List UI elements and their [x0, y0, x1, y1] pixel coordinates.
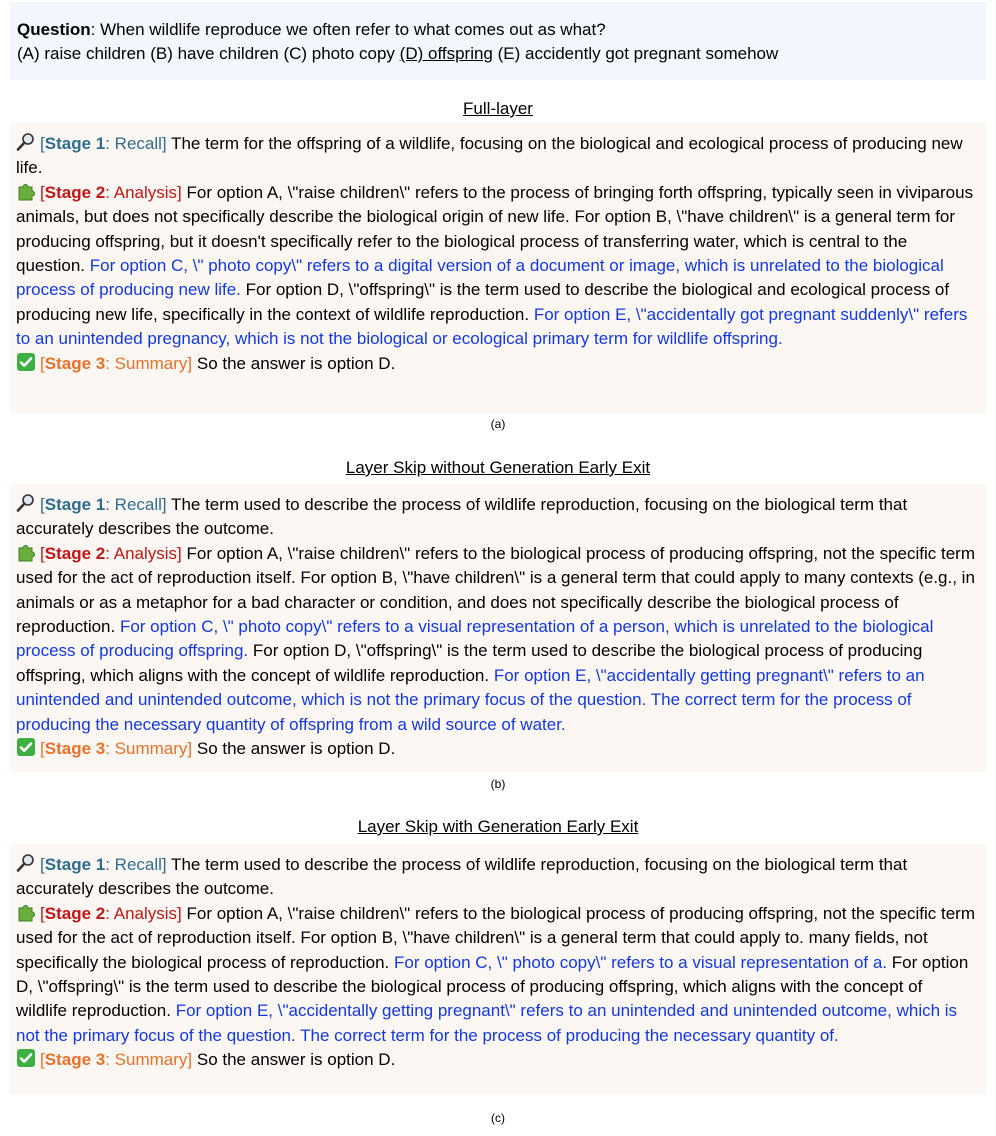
stage3-text: So the answer is option D. — [192, 353, 396, 373]
panel-c — [10, 844, 986, 1094]
puzzle-icon — [16, 181, 36, 201]
options-after: (E) accidently got pregnant somehow — [492, 44, 779, 63]
stage2-part-1: For option A, \"raise children\" refers to the biological process of producing offspring, not the specific term used for the act of reproduction itself. For option B, \"have children\" is a general term that could apply to many contexts (e.g., in animals or as a metaphor for a bad character or condition, and does not specifically describe the biological process of reproduction. — [16, 543, 975, 637]
options-line — [17, 42, 979, 66]
options-before: (A) raise children (B) have children (C) photo copy — [17, 44, 400, 63]
panel-a-title: Full-layer — [463, 99, 533, 118]
stage2-part-1: For option A, \"raise children\" refers to the biological process of producing offspring, not the specific term used for the act of reproduction itself. For option B, \"have children\" is a general term that could apply to. many fields, not specifically the biological process of reproduction. — [16, 903, 975, 972]
stage2-part-3: For option D, \"offspring\" is the term used to describe the biological process of producing offspring, which aligns with the concept of wildlife reproduction. — [16, 641, 923, 685]
stage2-part-4: For option E, \"accidentally getting pregnant\" refers to an unintended and unintended outcome, which is not the primary focus of the question. The correct term for the process of producing the necessary quantity of offspring from a wild source of water. — [16, 665, 925, 734]
magnifier-icon — [16, 132, 36, 152]
panel-b — [10, 484, 986, 772]
stage1-paragraph: [Stage 1: Recall] The term used to describe the process of wildlife reproduction, focusing on the biological term that accurately describes the outcome. — [16, 495, 908, 539]
magnifier-icon — [16, 493, 36, 513]
question-box — [10, 2, 986, 80]
puzzle-icon — [16, 902, 36, 922]
question-label: Question — [17, 20, 91, 39]
stage1-paragraph: [Stage 1: Recall] The term for the offspring of a wildlife, focusing on the biological and ecological process of producing new life. — [16, 134, 963, 178]
stage3-paragraph: [Stage 3: Summary] So the answer is option D. — [16, 1048, 978, 1072]
stage2-part-4: For option E, \"accidentally got pregnant suddenly\" refers to an unintended pregnancy, which is not the biological or ecological primary term for wildlife offspring. — [16, 304, 968, 349]
stage2-part-4: For option E, \"accidentally getting pregnant\" refers to an unintended and unintended outcome, which is not the primary focus of the question. The correct term for the process of producing the necessary quantity of. — [16, 1001, 958, 1045]
panel-a-caption: (a) — [490, 417, 506, 431]
check-icon — [16, 352, 36, 372]
stage2-paragraph: [Stage 2: Analysis] For option A, \"raise children\" refers to the biological process of producing offspring, not the specific term used for the act of reproduction itself. For option B, \"have children\" is a general term that could apply to. many fields, not specifically the biological process of reproduction. For option C, \" photo copy\" refers to a visual representation of a. For option D, \"offspring\" is the term used to describe the biological process of producing offspring, which aligns with the concept of wildlife reproduction. For option E, \"accidentally getting pregnant\" refers to an unintended and unintended outcome, which is not the primary focus of the question. The correct term for the process of producing the necessary quantity of. — [16, 903, 975, 1045]
stage2-part-1: For option A, \"raise children\" refers to the process of bringing forth offspring, typically seen in viviparous animals, but does not specifically describe the biological origin of new life. For option B, \"have children\" is a general term for producing offspring, but it doesn't specifically refer to the biological process of transferring water, which is central to the question. — [16, 182, 974, 276]
question-text: : When wildlife reproduce we often refer to what comes out as what? — [90, 20, 606, 39]
stage2-part-2: For option C, \" photo copy\" refers to a visual representation of a. — [393, 952, 888, 972]
panel-c-caption: (c) — [491, 1111, 505, 1125]
panel-b-caption: (b) — [490, 777, 506, 791]
stage2-paragraph: [Stage 2: Analysis] For option A, \"raise children\" refers to the biological process of producing offspring, not the specific term used for the act of reproduction itself. For option B, \"have children\" is a general term that could apply to many contexts (e.g., in animals or as a metaphor for a bad character or condition, and does not specifically describe the biological process of reproduction. For option C, \" photo copy\" refers to a visual representation of a person, which is unrelated to the biological process of producing offspring. For option D, \"offspring\" is the term used to describe the biological process of producing offspring, which aligns with the concept of wildlife reproduction. For option E, \"accidentally getting pregnant\" refers to an unintended and unintended outcome, which is not the primary focus of the question. The correct term for the process of producing the necessary quantity of offspring from a wild source of water. — [16, 543, 975, 734]
stage1-text: The term for the offspring of a wildlife, focusing on the biological and ecological process of producing new life. — [16, 134, 963, 178]
correct-option: (D) offspring — [399, 44, 493, 63]
stage2-part-3: For option D, \"offspring\" is the term used to describe the biological process of producing offspring, which aligns with the concept of wildlife reproduction. — [16, 952, 969, 1021]
panel-b-title: Layer Skip without Generation Early Exit — [345, 458, 651, 477]
stage1-paragraph: [Stage 1: Recall] The term used to describe the process of wildlife reproduction, focusing on the biological term that accurately describes the outcome. — [16, 855, 908, 899]
stage3-text: So the answer is option D. — [192, 739, 396, 759]
question-line — [17, 18, 979, 42]
check-icon — [16, 1048, 36, 1068]
panel-c-title: Layer Skip with Generation Early Exit — [357, 817, 639, 836]
check-icon — [16, 737, 36, 757]
stage3-paragraph: [Stage 3: Summary] So the answer is option D. — [16, 352, 978, 376]
stage2-part-3: For option D, \"offspring\" is the term used to describe the biological and ecological process of producing new life, specifically in the context of wildlife reproduction. — [16, 280, 950, 324]
magnifier-icon — [16, 853, 36, 873]
stage2-paragraph: [Stage 2: Analysis] For option A, \"raise children\" refers to the process of bringing forth offspring, typically seen in viviparous animals, but does not specifically describe the biological origin of new life. For option B, \"have children\" is a general term for producing offspring, but it doesn't specifically refer to the biological process of transferring water, which is central to the question. For option C, \" photo copy\" refers to a digital version of a document or image, which is unrelated to the biological process of producing new life. For option D, \"offspring\" is the term used to describe the biological and ecological process of producing new life, specifically in the context of wildlife reproduction. For option E, \"accidentally got pregnant suddenly\" refers to an unintended pregnancy, which is not the biological or ecological primary term for wildlife offspring. — [16, 182, 974, 349]
stage1-text: The term used to describe the process of wildlife reproduction, focusing on the biological term that accurately describes the outcome. — [16, 855, 908, 899]
stage2-part-2: For option C, \" photo copy\" refers to a digital version of a document or image, which is unrelated to the biological process of producing new life. — [16, 256, 944, 300]
stage3-text: So the answer is option D. — [192, 1050, 396, 1070]
stage3-paragraph: [Stage 3: Summary] So the answer is option D. — [16, 737, 978, 761]
puzzle-icon — [16, 542, 36, 562]
panel-a — [10, 123, 986, 413]
stage2-part-2: For option C, \" photo copy\" refers to a visual representation of a person, which is unrelated to the biological process of producing offspring. — [16, 617, 934, 661]
stage1-text: The term used to describe the process of wildlife reproduction, focusing on the biological term that accurately describes the outcome. — [16, 495, 908, 539]
